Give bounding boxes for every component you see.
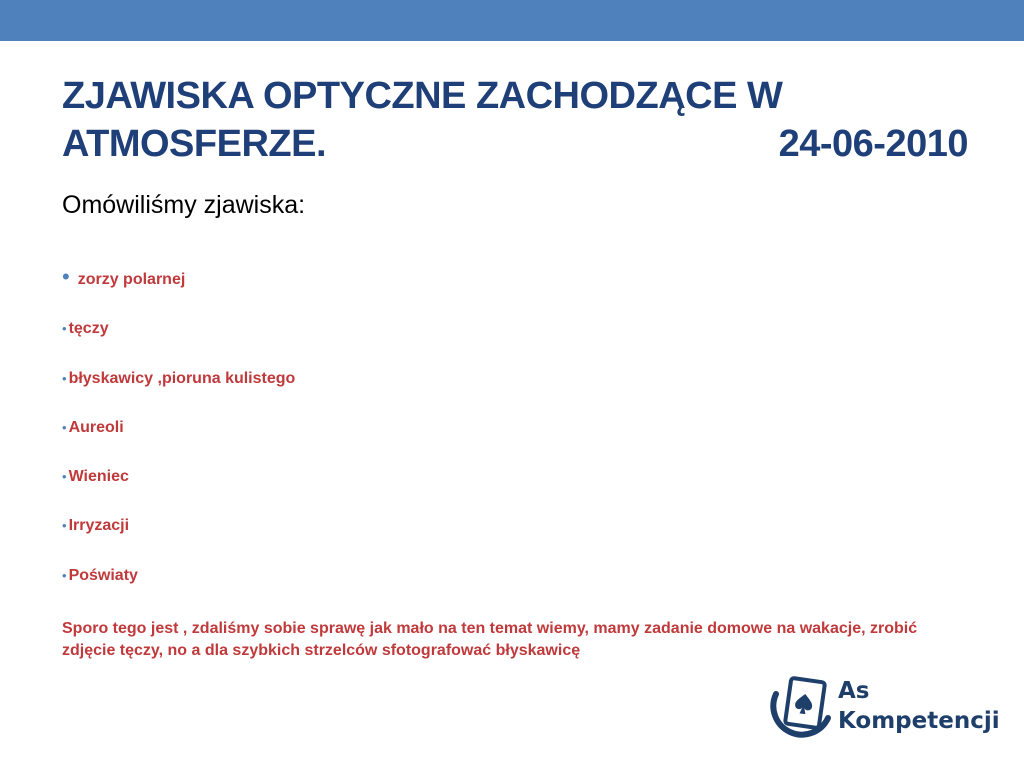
list-item-label: błyskawicy ,pioruna kulistego <box>68 370 296 387</box>
list-item-label: tęczy <box>68 320 109 337</box>
logo-line-1: As <box>838 678 870 704</box>
bullet-icon: • <box>62 371 67 386</box>
list-item <box>62 320 109 338</box>
list-item-label: Poświaty <box>68 567 138 584</box>
title-line-1: ZJAWISKA OPTYCZNE ZACHODZĄCE W <box>62 75 783 117</box>
bullet-icon: • <box>62 321 67 336</box>
bullet-icon: • <box>62 264 70 289</box>
list-item-label: Irryzacji <box>68 517 130 534</box>
bullet-icon: • <box>62 518 67 533</box>
logo-line-2: Kompetencji <box>838 708 1000 734</box>
list-item-label: zorzy polarnej <box>77 271 186 288</box>
spade-card-icon <box>770 672 834 746</box>
slide-date: 24-06-2010 <box>778 123 968 165</box>
slide-title <box>62 72 982 168</box>
bullet-icon: • <box>62 420 67 435</box>
list-item <box>62 370 295 388</box>
list-item <box>62 517 129 535</box>
title-line-2 <box>62 120 968 168</box>
list-item <box>62 264 185 290</box>
list-item <box>62 567 138 585</box>
bullet-icon: • <box>62 469 67 484</box>
list-item <box>62 468 129 486</box>
bullet-icon: • <box>62 568 67 583</box>
summary-paragraph: Sporo tego jest , zdaliśmy sobie sprawę jak mało na ten temat wiemy, mamy zadanie domowe na wakacje, zrobić zdjęcie tęczy, no a dla szybkich strzelców sfotografować błyskawicę <box>62 620 918 659</box>
subtitle: Omówiliśmy zjawiska: <box>62 191 306 219</box>
list-item-label: Wieniec <box>68 468 129 485</box>
title-line-2-text: ATMOSFERZE. <box>62 123 327 165</box>
logo-wordmark <box>838 676 1000 736</box>
top-accent-bar <box>0 0 1024 41</box>
as-kompetencji-logo <box>770 672 1000 746</box>
list-item <box>62 419 124 437</box>
list-item-label: Aureoli <box>68 419 124 436</box>
